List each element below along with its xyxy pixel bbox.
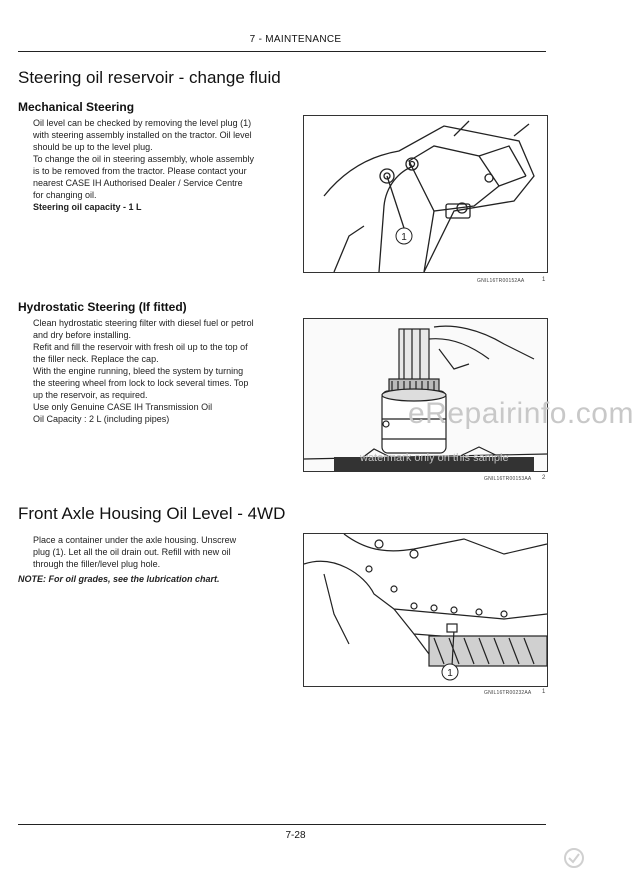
- text-line: is to be removed from the tractor. Please contact your: [33, 166, 247, 176]
- text-line: up the reservoir, as required.: [33, 390, 148, 400]
- figure-number: 2: [542, 475, 546, 481]
- note-oil-grades: NOTE: For oil grades, see the lubrication chart.: [18, 574, 220, 584]
- filter-illustration: [304, 319, 547, 471]
- text-line: should be up to the level plug.: [33, 142, 153, 152]
- callout-number: 1: [401, 232, 407, 243]
- figure-number: 1: [542, 277, 546, 283]
- steering-assembly-illustration: [304, 116, 547, 272]
- text-line: Oil level can be checked by removing the level plug (1): [33, 118, 252, 128]
- heading-hydrostatic-steering: Hydrostatic Steering (If fitted): [18, 300, 187, 314]
- text-line: Place a container under the axle housing. Unscrew: [33, 535, 237, 545]
- text-line: the steering wheel from lock to lock several times. Top: [33, 378, 249, 388]
- text-line: Refit and fill the reservoir with fresh oil up to the top of: [33, 342, 248, 352]
- heading-mechanical-steering: Mechanical Steering: [18, 100, 135, 114]
- mechanical-steering-text: [33, 117, 288, 213]
- hydrostatic-steering-text: [33, 317, 288, 425]
- figure-hydrostatic-filter: [303, 318, 548, 472]
- text-line: Use only Genuine CASE IH Transmission Oil: [33, 402, 213, 412]
- watermark-logo-icon: [563, 847, 585, 869]
- text-line: Clean hydrostatic steering filter with diesel fuel or petrol: [33, 318, 254, 328]
- text-line: the filler neck. Replace the cap.: [33, 354, 159, 364]
- front-axle-text: [33, 534, 288, 570]
- text-line: with steering assembly installed on the tractor. Oil level: [33, 130, 252, 140]
- text-line: With the engine running, bleed the system by turning: [33, 366, 244, 376]
- text-line-capacity: Oil Capacity : 2 L (including pipes): [33, 414, 170, 424]
- section-title-front-axle: Front Axle Housing Oil Level - 4WD: [18, 504, 286, 523]
- text-line: nearest CASE IH Authorised Dealer / Service Centre: [33, 178, 243, 188]
- figure-code: GNIL16TR00232AA: [484, 690, 532, 696]
- page-number: 7-28: [285, 830, 306, 841]
- watermark-subtext: watermark only on this sample: [360, 452, 509, 464]
- text-line: To change the oil in steering assembly, whole assembly: [33, 154, 254, 164]
- text-line: plug (1). Let all the oil drain out. Refill with new oil: [33, 547, 231, 557]
- section-title-steering: Steering oil reservoir - change fluid: [18, 68, 281, 87]
- footer-rule: [18, 824, 546, 825]
- text-line: and dry before installing.: [33, 330, 132, 340]
- text-line: through the filler/level plug hole.: [33, 559, 161, 569]
- axle-housing-illustration: [304, 534, 547, 686]
- callout-number: 1: [447, 668, 453, 679]
- text-line-capacity: Steering oil capacity - 1 L: [33, 202, 142, 212]
- figure-code: GNIL16TR00152AA: [477, 278, 525, 284]
- figure-code: GNIL16TR00153AA: [484, 476, 532, 482]
- text-line: for changing oil.: [33, 190, 97, 200]
- watermark-text: eRepairinfo.com: [408, 397, 634, 430]
- figure-number: 1: [542, 689, 546, 695]
- figure-front-axle-plug: [303, 533, 548, 687]
- figure-steering-level-plug: [303, 115, 548, 273]
- header-rule: [18, 51, 546, 52]
- page-header: 7 - MAINTENANCE: [249, 34, 342, 45]
